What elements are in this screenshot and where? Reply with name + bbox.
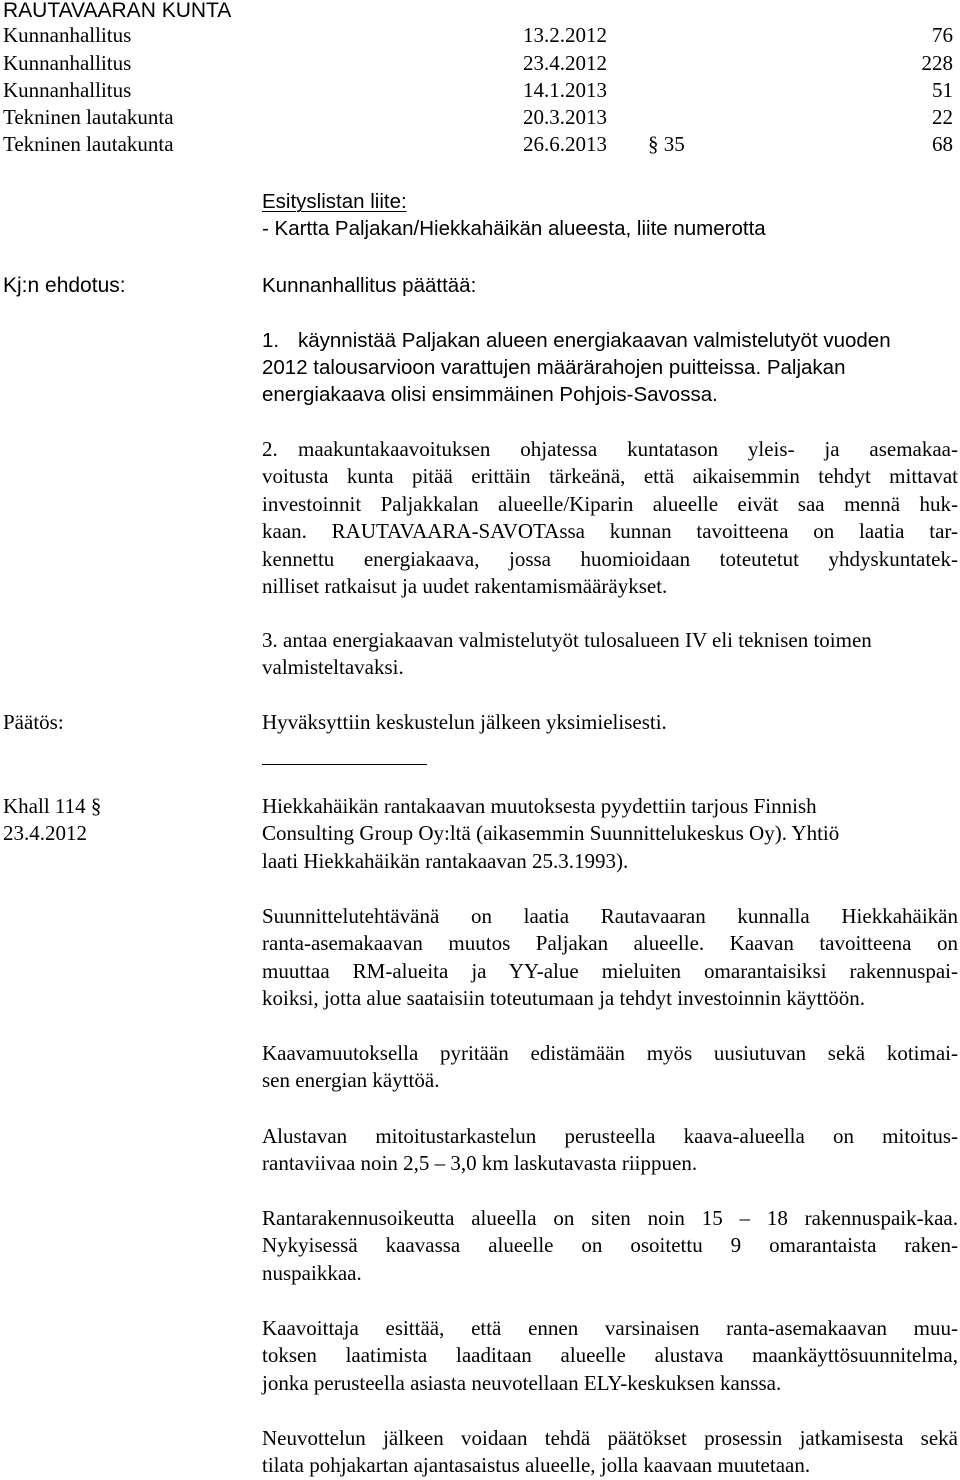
history-row — [3, 77, 953, 104]
history-number: 68 — [932, 132, 953, 156]
history-number: 76 — [932, 23, 953, 47]
history-number: 22 — [932, 105, 953, 129]
khall-section-label: Khall 114 § — [3, 794, 102, 818]
item-text: valmisteltavaksi. — [262, 655, 404, 680]
item-number: 2. — [262, 437, 278, 461]
item-text: maakuntakaavoituksen ohjatessa kuntatason yleis- ja asemakaa- — [298, 437, 958, 461]
khall-paragraph: Kaavoittaja esittää, että ennen varsinaisen ranta-asemakaavan muu- toksen laatimista laaditaan alueelle alustava maankäyttösuunnitelma, jonka perusteella asiasta neuvotellaan ELY-keskuksen kanssa. — [262, 1316, 958, 1395]
proposal-item-3 — [262, 627, 958, 682]
khall-paragraph: Alustavan mitoitustarkastelun perusteella kaava-alueella on mitoitus- rantaviivaa noin 2,5 – 3,0 km laskutavasta riippuen. — [262, 1124, 958, 1176]
history-section: § 35 — [648, 132, 685, 156]
item-text: kennettu energiakaava, jossa huomioidaan toteutetut yhdyskuntatek- — [262, 546, 958, 571]
history-body: Tekninen lautakunta — [3, 132, 174, 156]
khall-reference — [3, 793, 101, 848]
item-text: energiakaava olisi ensimmäinen Pohjois-Savossa. — [262, 383, 718, 406]
history-date: 20.3.2013 — [523, 105, 607, 129]
history-date: 13.2.2012 — [523, 23, 607, 47]
history-date: 23.4.2012 — [523, 51, 607, 75]
proposal-item-1 — [262, 327, 922, 408]
history-body: Kunnanhallitus — [3, 78, 132, 102]
proposal-item-2 — [262, 436, 958, 600]
history-row — [3, 131, 953, 158]
item-text: voitusta kunta pitää erittäin tärkeänä, että aikaisemmin tehdyt mittavat — [262, 464, 958, 489]
item-text: 2012 talousarvioon varattujen määrärahojen puitteissa. Paljakan — [262, 356, 846, 379]
khall-paragraph: Rantarakennusoikeutta alueella on siten noin 15 – 18 rakennuspaik-kaa. Nykyisessä kaavassa alueelle on osoitettu 9 omarantaista raken- nuspaikkaa. — [262, 1206, 958, 1285]
municipality-title: RAUTAVAARAN KUNTA — [3, 0, 232, 22]
item-text: investoinnit Paljakkalan alueelle/Kiparin alueelle eivät saa mennä huk- — [262, 491, 958, 516]
item-number: 3. — [262, 628, 278, 652]
item-text: kaan. RAUTAVAARA-SAVOTAssa kunnan tavoitteena on laatia tar- — [262, 519, 958, 544]
history-body: Kunnanhallitus — [3, 23, 132, 47]
item-number: 1. — [262, 329, 280, 352]
proposal-label: Kj:n ehdotus: — [3, 274, 126, 297]
history-number: 228 — [921, 51, 953, 75]
khall-paragraph: Neuvottelun jälkeen voidaan tehdä päätökset prosessin jatkamisesta sekä tilata pohjakartan ajantasaistus alueelle, jolla kaavaan muutetaan. — [262, 1426, 958, 1478]
divider-line — [262, 764, 427, 765]
khall-paragraph: Kaavamuutoksella pyritään edistämään myös uusiutuvan sekä kotimai- sen energian käyttöä. — [262, 1041, 958, 1093]
khall-date: 23.4.2012 — [3, 821, 87, 846]
item-text: käynnistää Paljakan alueen energiakaavan valmistelutyöt vuoden — [298, 329, 891, 352]
history-body: Kunnanhallitus — [3, 51, 132, 75]
item-text: nilliset ratkaisut ja uudet rakentamismääräykset. — [262, 574, 668, 599]
proposal-lead: Kunnanhallitus päättää: — [262, 274, 477, 297]
attachment-label: Esityslistan liite: — [262, 190, 407, 213]
decision-label: Päätös: — [3, 710, 64, 734]
history-date: 26.6.2013 — [523, 132, 607, 156]
history-number: 51 — [932, 78, 953, 102]
khall-paragraph: Hiekkahäikän rantakaavan muutoksesta pyydettiin tarjous Finnish Consulting Group Oy:ltä (aikasemmin Suunnittelukeskus Oy). Yhtiö laati Hiekkahäikän rantakaavan 25.3.1993). — [262, 794, 840, 873]
history-row — [3, 22, 953, 49]
history-date: 14.1.2013 — [523, 78, 607, 102]
history-row — [3, 50, 953, 77]
attachment-item: - Kartta Paljakan/Hiekkahäikän alueesta, liite numerotta — [262, 217, 766, 240]
item-text: antaa energiakaavan valmistelutyöt tulosalueen IV eli teknisen toimen — [283, 628, 872, 652]
khall-paragraph: Suunnittelutehtävänä on laatia Rautavaaran kunnalla Hiekkahäikän ranta-asemakaavan muutos Paljakan alueelle. Kaavan tavoitteena on muuttaa RM-alueita ja YY-alue mieluiten omarantaisiksi rakennuspai- koiksi, jotta alue saataisiin toteutumaan ja tehdyt investoinnin käyttöön. — [262, 904, 958, 1011]
decision-text: Hyväksyttiin keskustelun jälkeen yksimielisesti. — [262, 710, 667, 734]
history-row — [3, 104, 953, 131]
history-body: Tekninen lautakunta — [3, 105, 174, 129]
